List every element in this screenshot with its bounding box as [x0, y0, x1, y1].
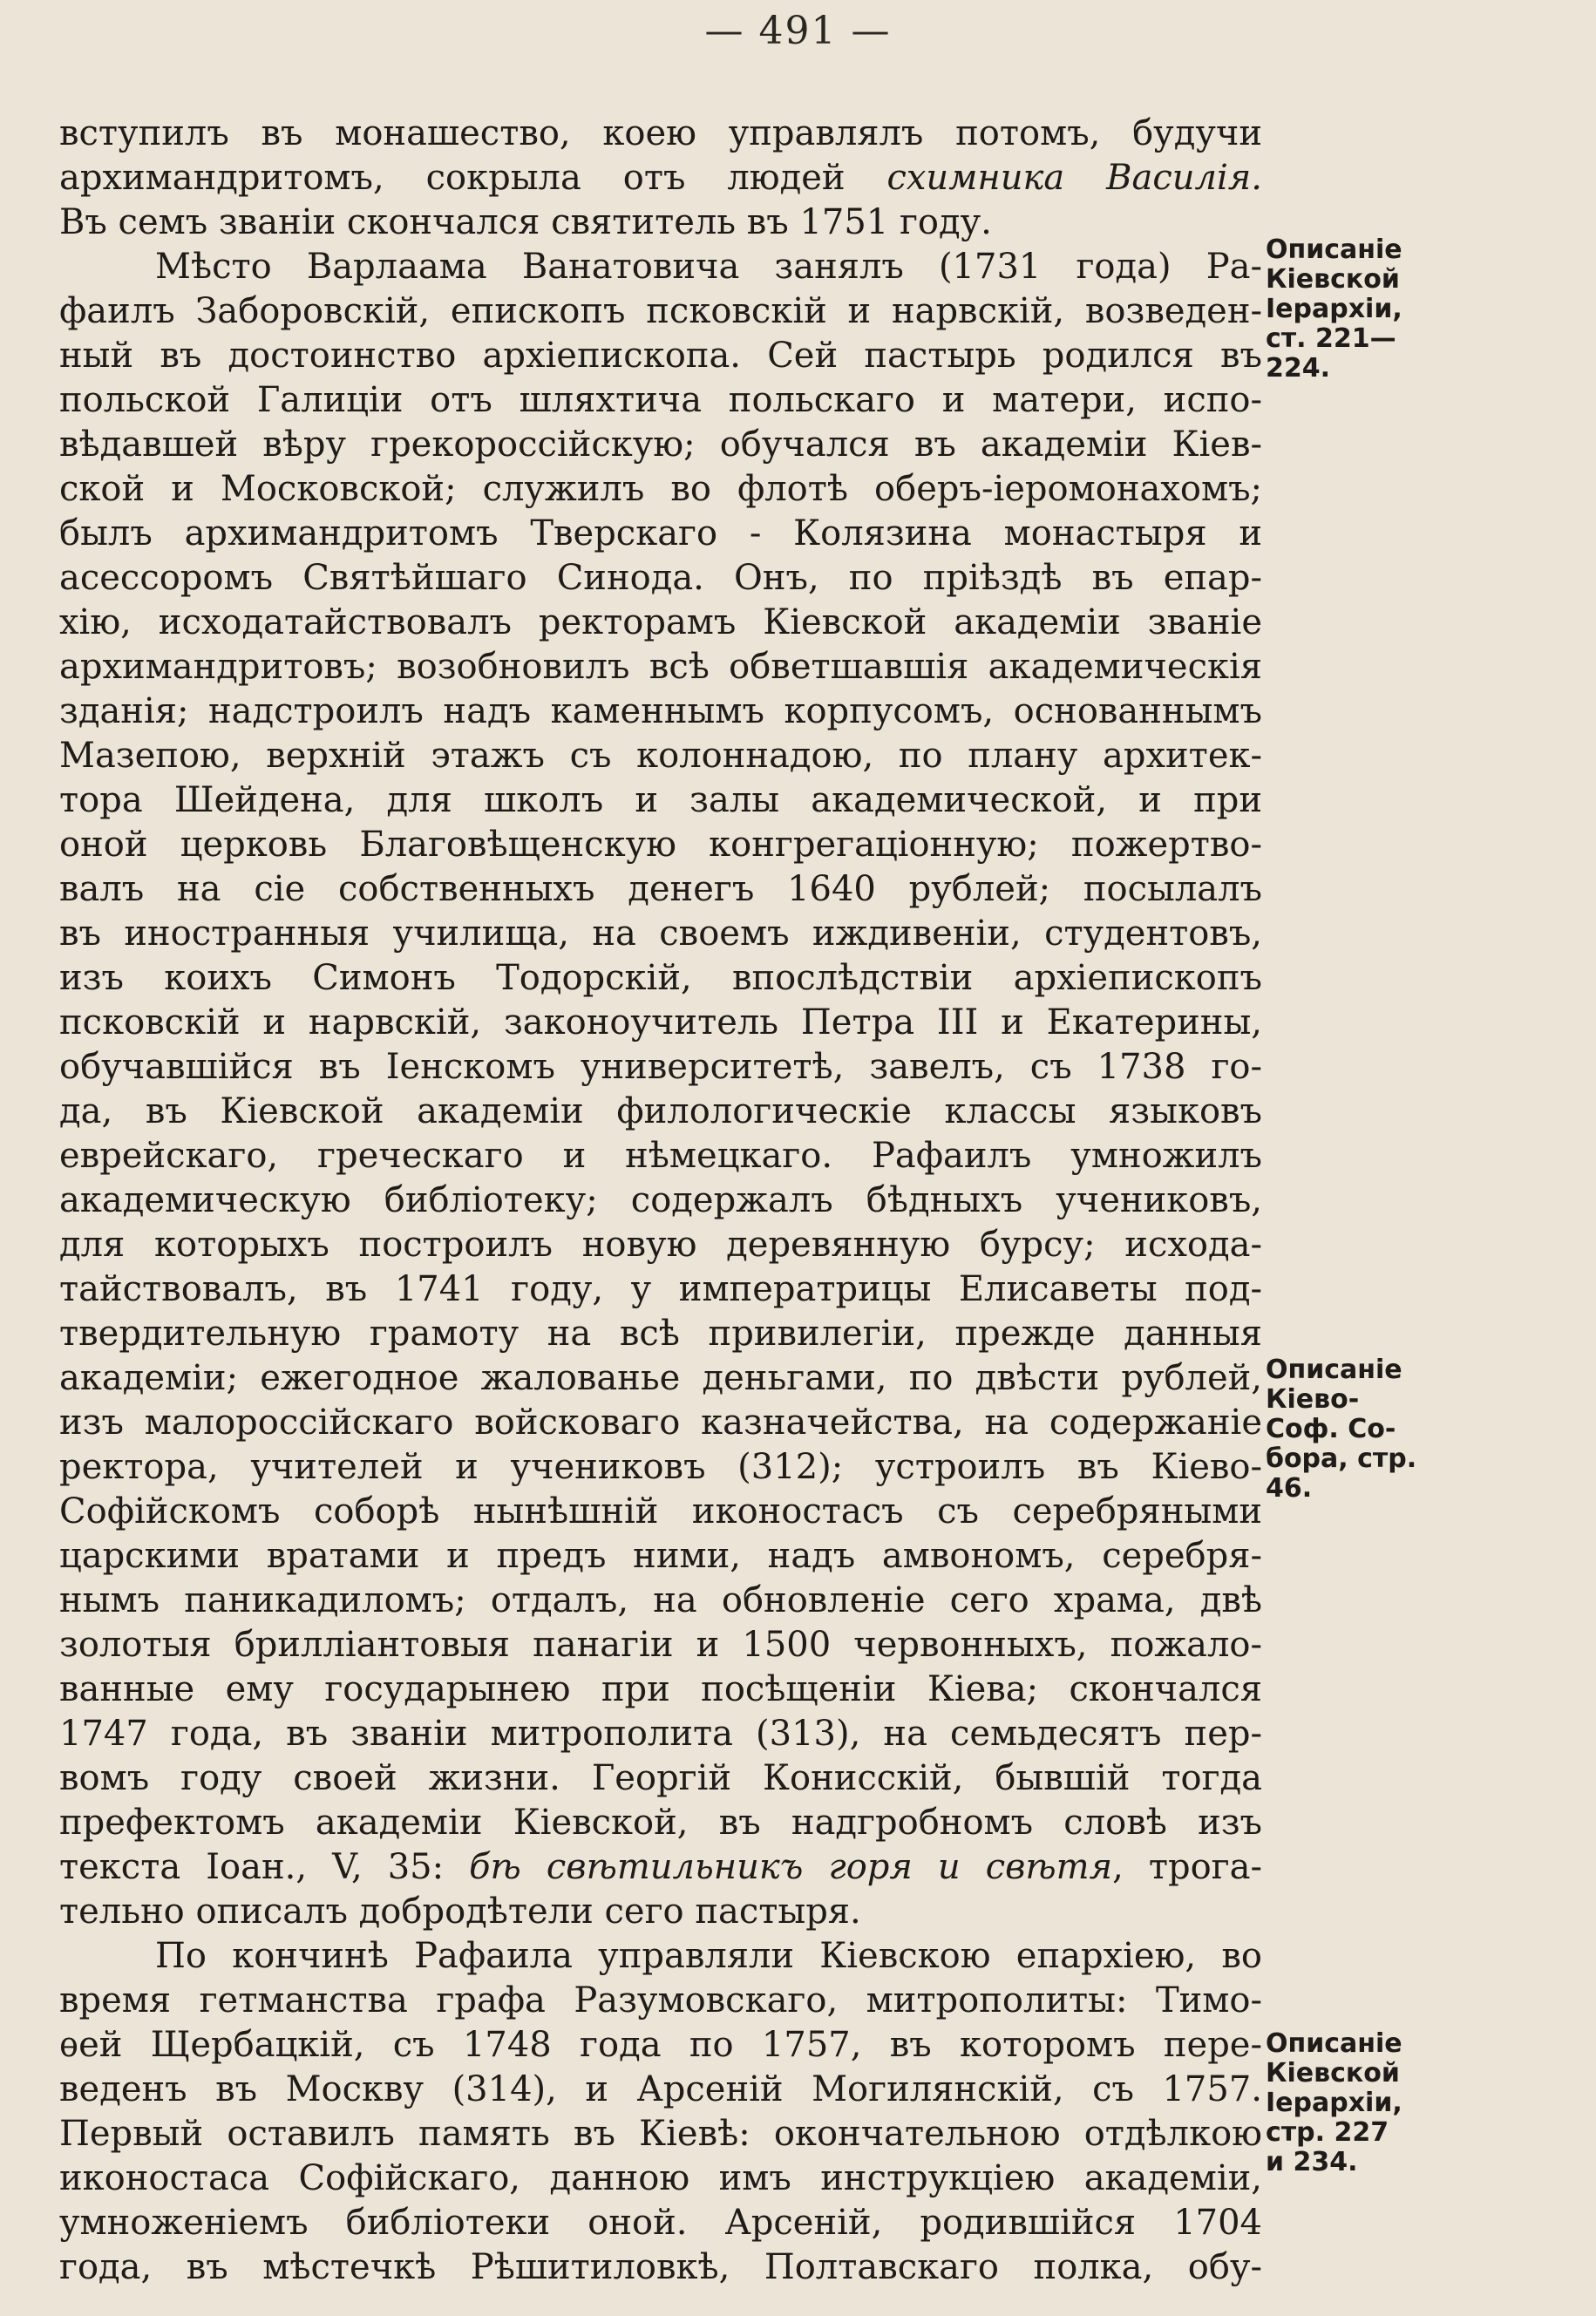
text-line: да, въ Кіевской академіи филологическіе классы языковъ [59, 1091, 1262, 1131]
text-line: золотыя бриллiантовыя панагіи и 1500 червонныхъ, пожало- [59, 1625, 1262, 1665]
margin-note-line: Кіевской [1266, 2058, 1400, 2088]
margin-note-line: бора, стр. [1266, 1443, 1417, 1474]
text-line: былъ архимандритомъ Тверскаго - Колязина монастыря и [59, 513, 1262, 554]
text-line [59, 1845, 1262, 1890]
margin-note-line: 224. [1266, 353, 1331, 384]
text-line: валъ на сіе собственныхъ денегъ 1640 рублей; посылалъ [59, 869, 1262, 909]
page-number: — 491 — [704, 9, 892, 53]
text-line: архимандритовъ; возобновилъ всѣ обветшавшія академическія [59, 647, 1262, 687]
margin-note-line: Описаніе [1266, 1355, 1402, 1385]
margin-note-line: Іерархіи, [1266, 294, 1402, 324]
text-line: тельно описалъ добродѣтели сего пастыря. [59, 1892, 861, 1932]
margin-note-line: Кіево- [1266, 1384, 1360, 1415]
text-fragment: текста Іоан., V, 35: [59, 1847, 470, 1887]
text-line: Первый оставилъ память въ Кіевѣ: окончательною отдѣлкою [59, 2114, 1262, 2154]
margin-note [1266, 2029, 1457, 2177]
text-line: тайствовалъ, въ 1741 году, у императрицы Елисаветы под- [59, 1269, 1262, 1309]
text-line: асессоромъ Святѣйшаго Синода. Онъ, по пріѣздѣ въ епар- [59, 558, 1262, 598]
text-line: вступилъ въ монашество, коею управлялъ потомъ, будучи [59, 113, 1262, 153]
text-line: По кончинѣ Рафаила управляли Кіевскою епархіею, во [155, 1936, 1262, 1976]
text-line: хію, исходатайствовалъ ректорамъ Кіевской академіи званіе [59, 602, 1262, 642]
text-line: оной церковь Благовѣщенскую конгрегаціонную; пожертво- [59, 825, 1262, 865]
text-line: года, въ мѣстечкѣ Рѣшитиловкѣ, Полтавскаго полка, обу- [59, 2247, 1262, 2287]
main-text-column [59, 112, 1262, 2290]
text-line: тора Шейдена, для школъ и залы академической, и при [59, 780, 1262, 820]
margin-note-line: и 234. [1266, 2147, 1358, 2177]
text-line: умноженіемъ библіотеки оной. Арсеній, родившійся 1704 [59, 2203, 1262, 2243]
text-line: фаилъ Заборовскій, епископъ псковскій и нарвскій, возведен- [59, 291, 1262, 331]
italic-phrase: схимника Василія. [886, 158, 1262, 198]
margin-note [1266, 1355, 1457, 1504]
text-line: Софійскомъ соборѣ нынѣшній иконостасъ съ серебряными [59, 1491, 1262, 1532]
text-line: академіи; ежегодное жалованье деньгами, по двѣсти рублей, [59, 1358, 1262, 1398]
text-line: обучавшійся въ Іенскомъ университетѣ, завелъ, съ 1738 го- [59, 1047, 1262, 1087]
margin-note-line: 46. [1266, 1473, 1313, 1504]
margin-note-line: стр. 227 [1266, 2117, 1389, 2148]
text-line: иконостаса Софійскаго, данною имъ инструкціею академіи, [59, 2158, 1262, 2198]
margin-note-line: Кіевской [1266, 264, 1400, 295]
text-line: нымъ паникадиломъ; отдалъ, на обновленіе сего храма, двѣ [59, 1580, 1262, 1620]
margin-note-line: Іерархіи, [1266, 2088, 1402, 2118]
text-line: ректора, учителей и учениковъ (312); устроилъ въ Кіево- [59, 1447, 1262, 1487]
text-line: 1747 года, въ званіи митрополита (313), на семьдесятъ пер- [59, 1714, 1262, 1754]
text-line: псковскій и нарвскій, законоучитель Петра III и Екатерины, [59, 1002, 1262, 1043]
text-line: ванные ему государынею при посѣщеніи Кіева; скончался [59, 1669, 1262, 1709]
text-line: ской и Московской; служилъ во флотѣ оберъ-іеромонахомъ; [59, 469, 1262, 509]
margin-note-line: Описаніе [1266, 2028, 1402, 2059]
margin-note [1266, 235, 1457, 384]
text-line: изъ коихъ Симонъ Тодорскій, впослѣдствіи архіепископъ [59, 958, 1262, 998]
margin-note-line: ст. 221— [1266, 323, 1396, 354]
text-fragment: , трога- [1112, 1847, 1262, 1887]
text-line: для которыхъ построилъ новую деревянную бурсу; исхода- [59, 1225, 1262, 1265]
text-line: время гетманства графа Разумовскаго, митрополиты: Тимо- [59, 1980, 1262, 2021]
text-line: вомъ году своей жизни. Георгій Конисскій, бывшій тогда [59, 1758, 1262, 1798]
text-line: ѳей Щербацкій, съ 1748 года по 1757, въ которомъ пере- [59, 2025, 1262, 2065]
text-line: твердительную грамоту на всѣ привилегіи, прежде данныя [59, 1314, 1262, 1354]
text-line: зданія; надстроилъ надъ каменнымъ корпусомъ, основаннымъ [59, 691, 1262, 731]
text-line: Въ семъ званіи скончался святитель въ 1751 году. [59, 202, 992, 242]
text-line: вѣдавшей вѣру грекороссійскую; обучался въ академіи Кіев- [59, 424, 1262, 465]
text-line: Мѣсто Варлаама Ванатовича занялъ (1731 года) Ра- [155, 247, 1262, 287]
text-line: академическую библіотеку; содержалъ бѣдныхъ учениковъ, [59, 1180, 1262, 1220]
text-line: Мазепою, верхній этажъ съ колоннадою, по плану архитек- [59, 736, 1262, 776]
text-line: еврейскаго, греческаго и нѣмецкаго. Рафаилъ умножилъ [59, 1136, 1262, 1176]
text-line: ный въ достоинство архіепископа. Сей пастырь родился въ [59, 336, 1262, 376]
text-line [59, 156, 1262, 200]
text-line: польской Галиціи отъ шляхтича польскаго и матери, испо- [59, 380, 1262, 420]
text-line: изъ малороссійскаго войсковаго казначейства, на содержаніе [59, 1403, 1262, 1443]
text-line: веденъ въ Москву (314), и Арсеній Могилянскій, съ 1757. [59, 2069, 1262, 2109]
margin-note-line: Соф. Со- [1266, 1414, 1396, 1444]
italic-quote: бѣ свѣтильникъ горя и свѣтя [469, 1847, 1113, 1887]
text-line: префектомъ академіи Кіевской, въ надгробномъ словѣ изъ [59, 1803, 1262, 1843]
text-line: въ иностранныя училища, на своемъ иждивеніи, студентовъ, [59, 913, 1262, 954]
text-fragment: архимандритомъ, сокрыла отъ людей [59, 158, 887, 198]
text-line: царскими вратами и предъ ними, надъ амвономъ, серебря- [59, 1536, 1262, 1576]
margin-note-line: Описаніе [1266, 234, 1402, 265]
